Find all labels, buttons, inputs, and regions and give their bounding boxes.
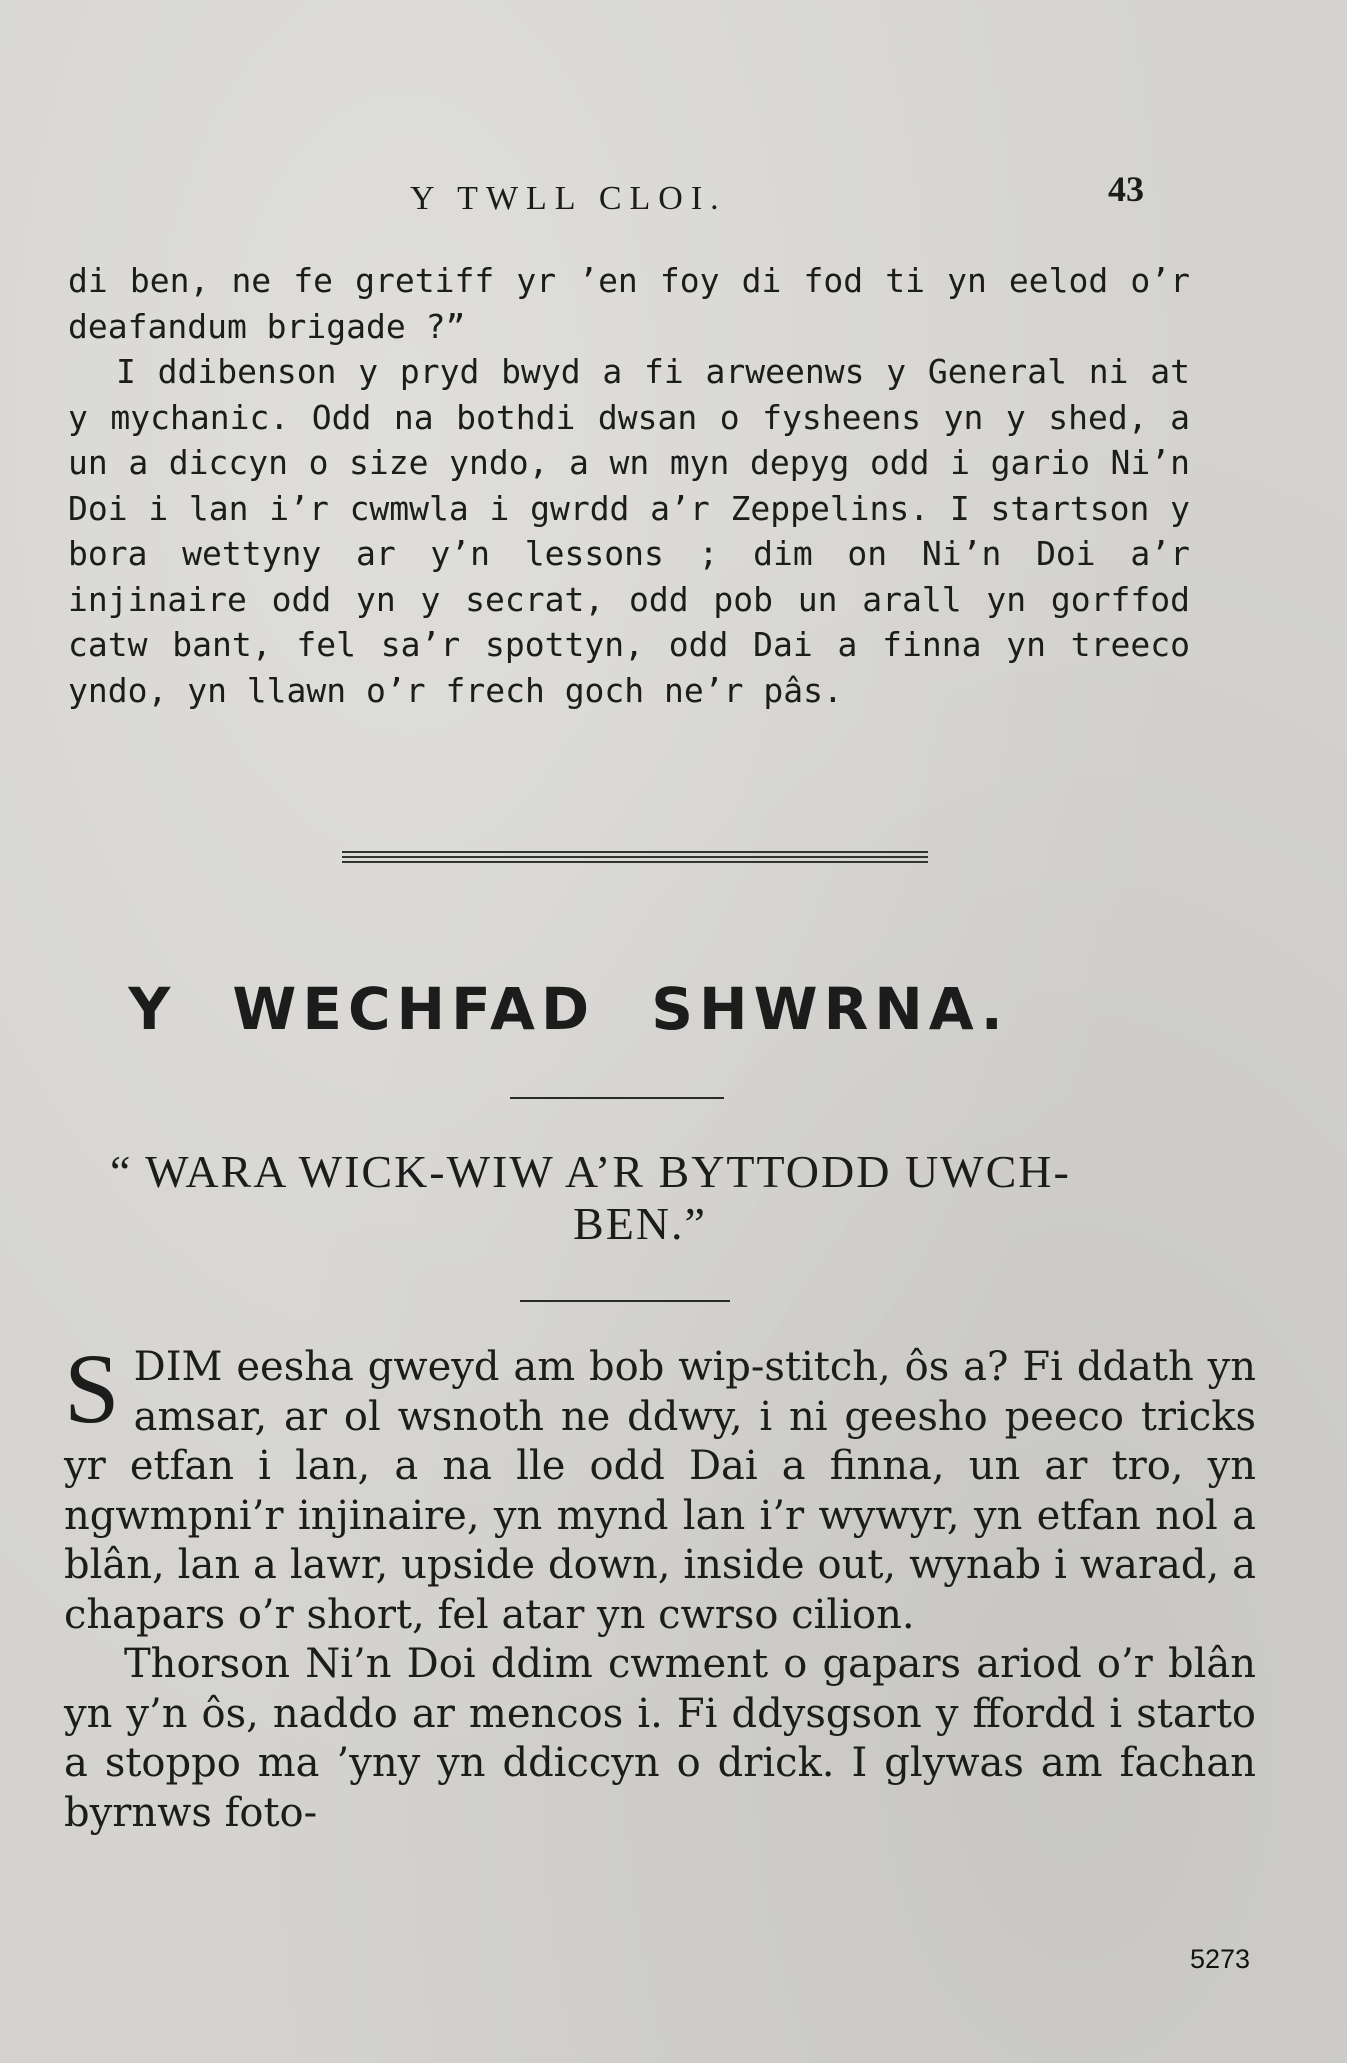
drop-cap: S	[64, 1333, 120, 1444]
catalog-number: 5273	[1190, 1944, 1251, 1974]
divider	[520, 1300, 730, 1302]
paragraph: di ben, ne fe gretiff yr ’en foy di fod ti yn eelod o’r deafandum brigade ?”	[68, 261, 1190, 346]
chapter-body	[64, 1333, 1256, 1838]
subtitle-line: BEN.”	[573, 1198, 707, 1249]
chapter-title: Y WECHFAD SHWRNA.	[128, 975, 1009, 1043]
paragraph: Thorson Ni’n Doi ddim cwment o gapars ariod o’r blân yn y’n ôs, naddo ar mencos i. Fi ddysgson y ffordd i starto a stoppo ma ’yny yn ddiccyn o drick. I glywas am fachan byrnws foto-	[64, 1641, 1256, 1836]
ornamental-divider	[342, 851, 928, 863]
subtitle-line: “ WARA WICK-WIW A’R BYTTODD UWCH-	[110, 1146, 1071, 1197]
paragraph: I ddibenson y pryd bwyd a fi arweenws y General ni at y mychanic. Odd na bothdi dwsan o fysheens yn y shed, a un a diccyn o size yndo, a wn myn depyg odd i gario Ni’n Doi i lan i’r cwmwla i gwrdd a’r Zeppelins. I startson y bora wettyny ar y’n lessons ; dim on Ni’n Doi a’r injinaire odd yn y secrat, odd pob un arall yn gorffod catw bant, fel sa’r spottyn, odd Dai a finna yn treeco yndo, yn llawn o’r frech goch ne’r pâs.	[68, 352, 1190, 710]
paragraph	[64, 1333, 1256, 1640]
previous-chapter-ending	[68, 258, 1190, 713]
page-number: 43	[1108, 169, 1144, 209]
running-title: Y TWLL CLOI.	[410, 180, 727, 217]
paragraph-text: DIM eesha gweyd am bob wip-stitch, ôs a? Fi ddath yn amsar, ar ol wsnoth ne ddwy, i ni geesho peeco tricks yr etfan i lan, a na lle odd Dai a finna, un ar tro, yn ngwmpni’r injinaire, yn mynd lan i’r wywyr, yn etfan nol a blân, lan a lawr, upside down, inside out, wynab i warad, a chapars o’r short, fel atar yn cwrso cilion.	[64, 1344, 1256, 1638]
chapter-subtitle	[110, 1146, 1230, 1250]
divider	[510, 1097, 724, 1099]
